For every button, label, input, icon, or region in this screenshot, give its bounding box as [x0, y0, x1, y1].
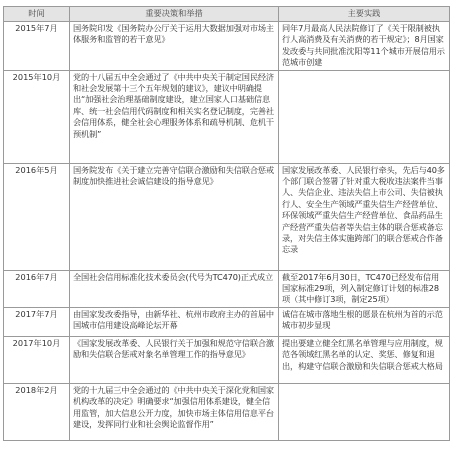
row-decision: 《国家发展改革委、人民银行关于加强和规范守信联合激励和失信联合惩戒对象名单管理工作的指导意见》 — [70, 336, 279, 383]
credit-policy-timeline-table — [3, 6, 450, 441]
row-decision: 全国社会信用标准化技术委员会(代号为TC470)正式成立 — [70, 270, 279, 307]
row-time: 2016年7月 — [4, 270, 70, 307]
header-time: 时间 — [4, 7, 70, 22]
table-row — [4, 383, 450, 440]
row-time: 2017年10月 — [4, 336, 70, 383]
row-practice — [279, 383, 450, 440]
row-time: 2016年5月 — [4, 163, 70, 270]
row-time: 2015年10月 — [4, 70, 70, 163]
table-row — [4, 270, 450, 307]
row-practice: 提出要建立健全红黑名单管理与应用制度，规范各领域红黑名单的认定、奖惩、修复和退出，构建守信联合激励和失信联合惩戒大格局 — [279, 336, 450, 383]
row-time: 2017年7月 — [4, 307, 70, 336]
row-decision: 党的十八届五中全会通过了《中共中央关于制定国民经济和社会发展第十三个五年规划的建议》，建议中明确提出“加强社会治理基础制度建设，建立国家人口基础信息库、统一社会信用代码制度和相关实名登记制度，完善社会信用体系，健全社会心理服务体系和疏导机制、危机干预机制” — [70, 70, 279, 163]
table-row — [4, 70, 450, 163]
row-time: 2018年2月 — [4, 383, 70, 440]
header-practice: 主要实践 — [279, 7, 450, 22]
row-decision: 国务院发布《关于建立完善守信联合激励和失信联合惩戒制度加快推进社会诚信建设的指导意见》 — [70, 163, 279, 270]
row-practice: 国家发展改革委、人民银行牵头，先后与40多个部门联合签署了针对重大税收违法案件当事人、失信企业、违法失信上市公司、失信被执行人、安全生产领域严重失信生产经营单位、环保领域严重失信生产经营单位、食品药品生产经营严重失信者等失信主体的联合惩戒备忘录，对失信主体实施跨部门的联合惩戒合作备忘录 — [279, 163, 450, 270]
row-decision: 党的十九届三中全会通过的《中共中央关于深化党和国家机构改革的决定》明确要求“加强信用体系建设，健全信用监管，加大信息公开力度，加快市场主体信用信息平台建设，发挥同行业和社会舆论监督作用” — [70, 383, 279, 440]
row-decision: 国务院印发《国务院办公厅关于运用大数据加强对市场主体服务和监管的若干意见》 — [70, 22, 279, 71]
row-time: 2015年7月 — [4, 22, 70, 71]
header-decisions: 重要决策和举措 — [70, 7, 279, 22]
table-row — [4, 22, 450, 71]
row-practice: 同年7月最高人民法院修订了《关于限制被执行人高消费及有关消费的若干规定》；8月国家发改委与共同批准沈阳等11个城市开展信用示范城市创建 — [279, 22, 450, 71]
table-header-row — [4, 7, 450, 22]
row-practice: 截至2017年6月30日，TC470已经发布信用国家标准29项，列入制定修订计划的标准28项（其中修订3项，制定25项） — [279, 270, 450, 307]
table-row — [4, 336, 450, 383]
table-row — [4, 163, 450, 270]
row-decision: 由国家发改委指导，由新华社、杭州市政府主办的首届中国城市信用建设高峰论坛开幕 — [70, 307, 279, 336]
row-practice — [279, 70, 450, 163]
row-practice: 诚信在城市落地生根的愿景在杭州为首的示范城市初步显现 — [279, 307, 450, 336]
table-row — [4, 307, 450, 336]
